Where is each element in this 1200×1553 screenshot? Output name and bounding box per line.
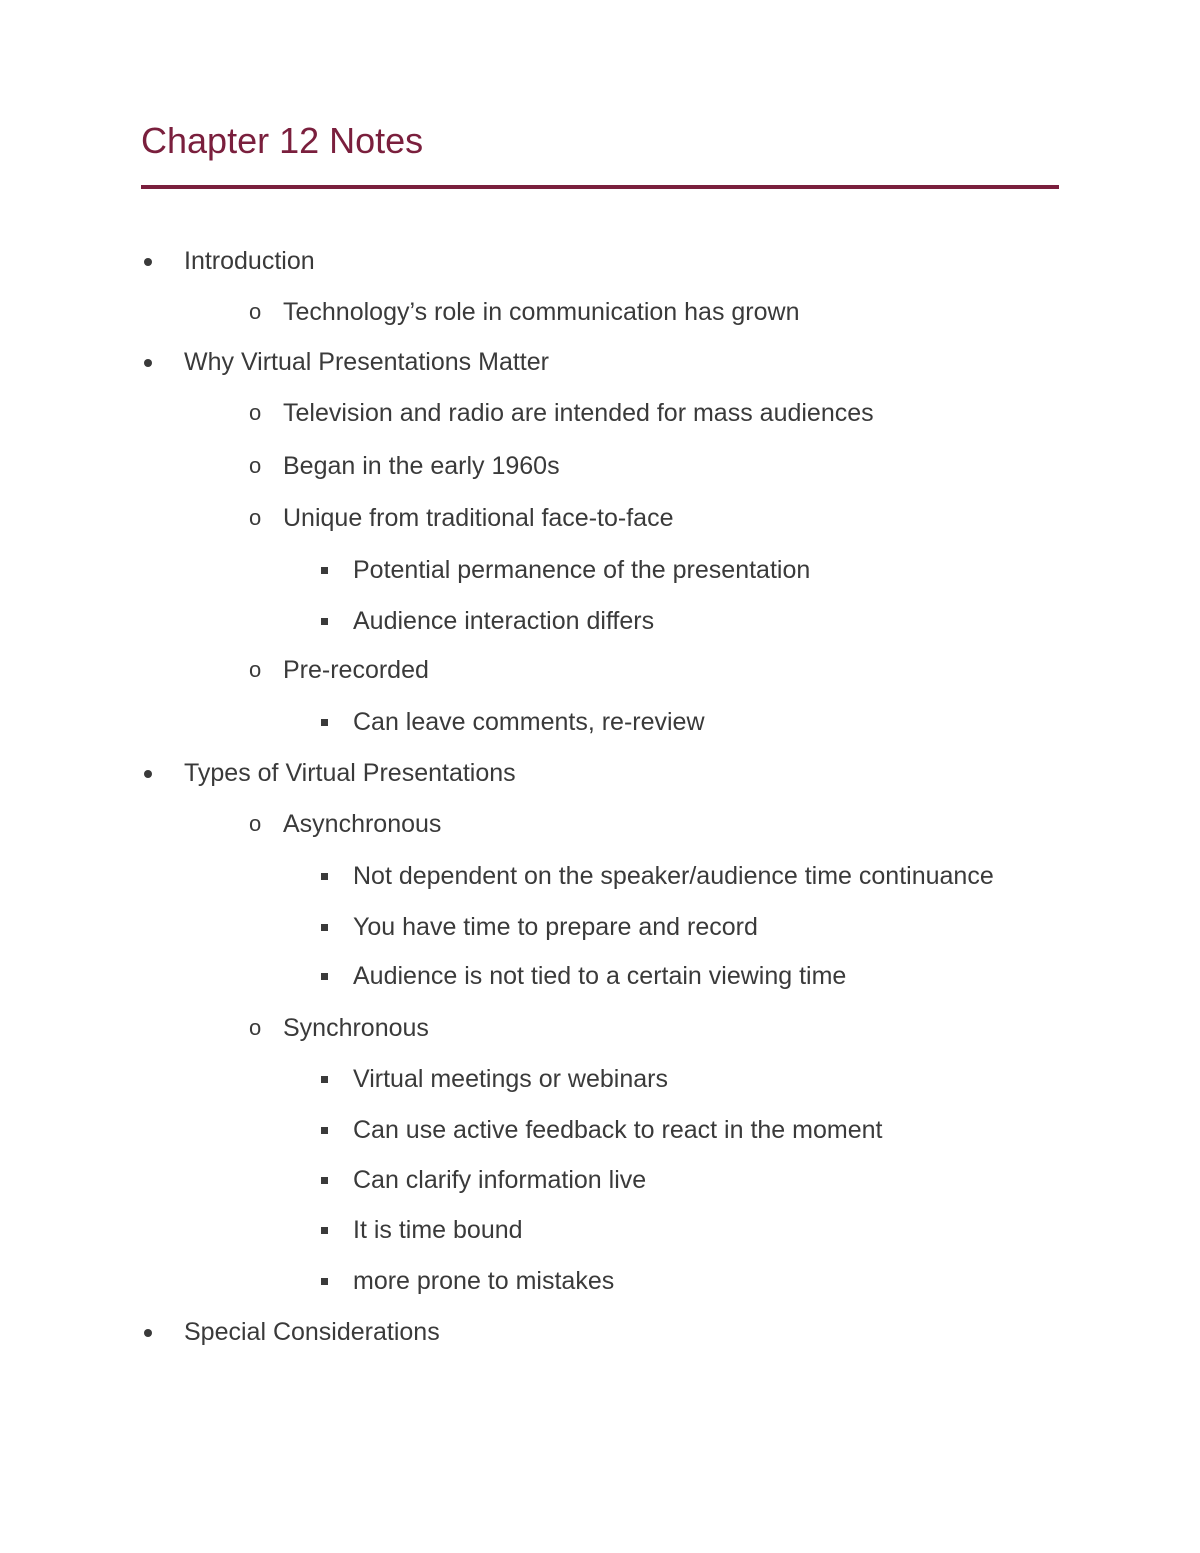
outline-item-level-3: Audience interaction differs [353, 607, 655, 635]
outline-item-level-1: Why Virtual Presentations Matter [184, 348, 549, 376]
outline-item-level-3: Can leave comments, re-review [353, 708, 705, 736]
outline-item-level-1: Special Considerations [184, 1318, 440, 1346]
bullet-circle-icon [249, 397, 261, 429]
outline-item-level-2: o Technology’s role in communication has grown [283, 296, 799, 328]
outline-item-level-3: more prone to mistakes [353, 1267, 615, 1295]
outline-item-level-2: o Synchronous [283, 1012, 429, 1044]
outline-item-level-1: Introduction [184, 247, 315, 275]
outline-item-level-3: Not dependent on the speaker/audience time continuance [353, 862, 994, 890]
bullet-circle-icon [249, 1012, 261, 1044]
title-divider [141, 185, 1059, 189]
outline-item-level-2: o Asynchronous [283, 808, 441, 840]
bullet-circle-icon [249, 808, 261, 840]
outline-item-level-2: o Television and radio are intended for mass audiences [283, 397, 874, 429]
outline-item-level-3: Potential permanence of the presentation [353, 556, 811, 584]
outline-item-level-3: Can use active feedback to react in the moment [353, 1116, 883, 1144]
outline-item-level-3: You have time to prepare and record [353, 913, 758, 941]
outline-item-level-1: Types of Virtual Presentations [184, 759, 516, 787]
outline-item-level-3: Can clarify information live [353, 1166, 647, 1194]
bullet-circle-icon [249, 450, 261, 482]
page-title: Chapter 12 Notes [141, 120, 424, 161]
outline-item-level-3: Virtual meetings or webinars [353, 1065, 668, 1093]
bullet-circle-icon [249, 296, 261, 328]
outline-item-level-3: Audience is not tied to a certain viewing time [353, 962, 847, 990]
bullet-circle-icon [249, 502, 261, 534]
outline-item-level-2: o Pre-recorded [283, 654, 429, 686]
outline-item-level-2: o Unique from traditional face-to-face [283, 502, 673, 534]
outline-item-level-3: It is time bound [353, 1216, 523, 1244]
bullet-circle-icon [249, 654, 261, 686]
outline-item-level-2: o Began in the early 1960s [283, 450, 560, 482]
